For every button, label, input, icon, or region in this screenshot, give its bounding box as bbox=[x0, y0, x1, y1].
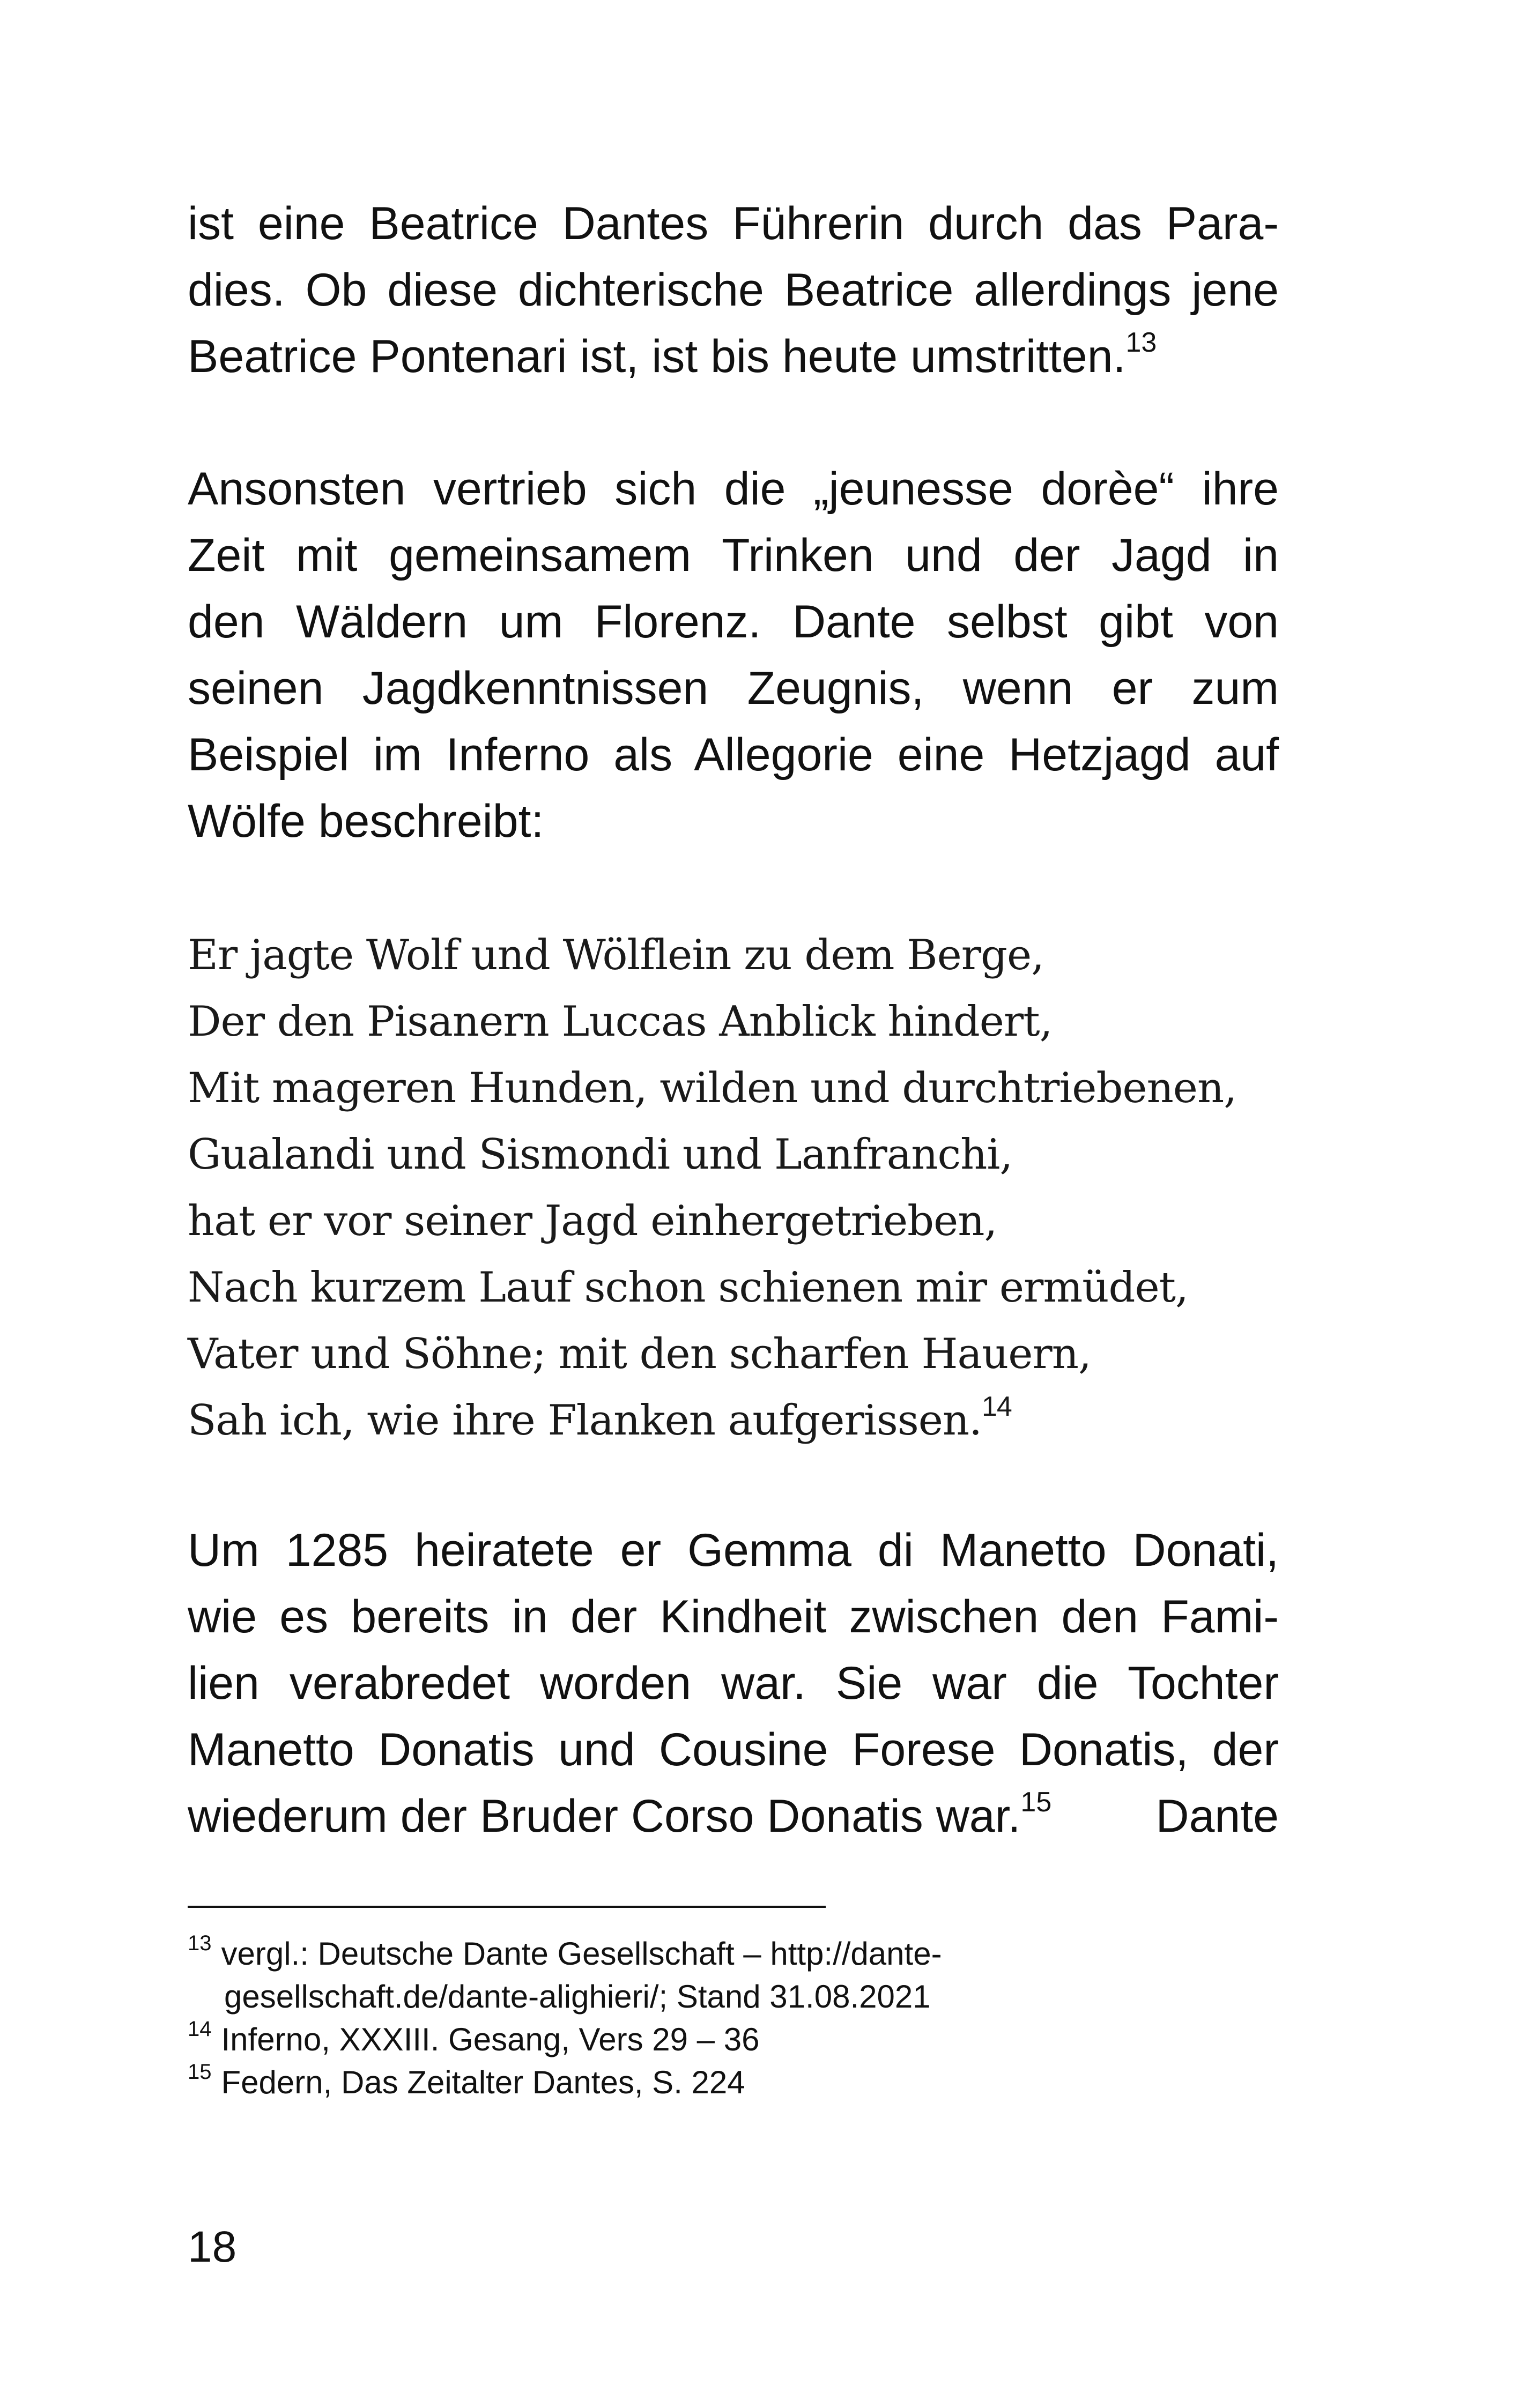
trailing-word: Dante bbox=[1155, 1790, 1279, 1842]
paragraph-line: seinen Jagdkenntnissen Zeugnis, wenn er zum bbox=[188, 663, 1279, 714]
verse-line: Nach kurzem Lauf schon schienen mir ermüdet, bbox=[188, 1264, 1188, 1312]
paragraph-line: Beispiel im Inferno als Allegorie eine Hetzjagd auf bbox=[188, 729, 1279, 781]
paragraph-line: Wölfe beschreibt: bbox=[188, 796, 544, 847]
paragraph-3 bbox=[188, 1517, 1279, 1849]
paragraph-line: Ansonsten vertrieb sich die „jeunesse dorèe“ ihre bbox=[188, 463, 1279, 515]
paragraph-line: Manetto Donatis und Cousine Forese Donatis, der bbox=[188, 1724, 1279, 1775]
footnote-ref-14: 14 bbox=[981, 1391, 1012, 1422]
verse-line: Vater und Söhne; mit den scharfen Hauern, bbox=[188, 1330, 1091, 1378]
footnote-13-continued bbox=[188, 1975, 1279, 2018]
footnote-13 bbox=[188, 1933, 1279, 1975]
paragraph-line: Zeit mit gemeinsamem Trinken und der Jagd in bbox=[188, 530, 1279, 581]
verse-line: Gualandi und Sismondi und Lanfranchi, bbox=[188, 1131, 1013, 1179]
verse-line: Er jagte Wolf und Wölflein zu dem Berge, bbox=[188, 931, 1044, 979]
footnote-ref-15: 15 bbox=[1020, 1787, 1052, 1818]
paragraph-line: lien verabredet worden war. Sie war die Tochter bbox=[188, 1658, 1279, 1709]
paragraph-line: den Wäldern um Florenz. Dante selbst gibt von bbox=[188, 596, 1279, 648]
verse-line: Mit mageren Hunden, wilden und durchtriebenen, bbox=[188, 1064, 1236, 1112]
paragraph-line: wie es bereits in der Kindheit zwischen den Fami- bbox=[188, 1591, 1279, 1643]
footnote-text: gesellschaft.de/dante-alighieri/; Stand 31.08.2021 bbox=[224, 1979, 931, 2015]
paragraph-1 bbox=[188, 190, 1279, 390]
paragraph-line: ist eine Beatrice Dantes Führerin durch das Para- bbox=[188, 198, 1279, 249]
verse-line: hat er vor seiner Jagd einhergetrieben, bbox=[188, 1197, 997, 1245]
footnote-separator bbox=[188, 1906, 826, 1908]
footnote-text: Inferno, XXXIII. Gesang, Vers 29 – 36 bbox=[221, 2021, 760, 2057]
paragraph-line: Um 1285 heiratete er Gemma di Manetto Donati, bbox=[188, 1525, 1279, 1576]
footnote-14 bbox=[188, 2018, 1279, 2061]
paragraph-line: wiederum der Bruder Corso Donatis war.$^{15}$ Dante bbox=[188, 1783, 1279, 1849]
footnote-number: 13 bbox=[188, 1931, 212, 1955]
verse-line: Der den Pisanern Luccas Anblick hindert, bbox=[188, 998, 1053, 1046]
footnote-number: 14 bbox=[188, 2017, 212, 2041]
paragraph-line: dies. Ob diese dichterische Beatrice allerdings jene bbox=[188, 264, 1279, 316]
page-number: 18 bbox=[188, 2223, 237, 2271]
verse-line: Sah ich, wie ihre Flanken aufgerissen.$^{14}$ bbox=[188, 1391, 1012, 1445]
footnotes bbox=[188, 1933, 1279, 2104]
verse-quotation bbox=[188, 922, 1236, 1454]
paragraph-line: Beatrice Pontenari ist, ist bis heute umstritten.$^{13}$ bbox=[188, 327, 1157, 382]
footnote-text: Federn, Das Zeitalter Dantes, S. 224 bbox=[221, 2064, 745, 2100]
footnote-15 bbox=[188, 2061, 1279, 2104]
footnote-number: 15 bbox=[188, 2060, 212, 2084]
footnote-text: vergl.: Deutsche Dante Gesellschaft – http://dante- bbox=[221, 1936, 942, 1972]
paragraph-2 bbox=[188, 456, 1279, 854]
footnote-ref-13: 13 bbox=[1125, 327, 1157, 359]
